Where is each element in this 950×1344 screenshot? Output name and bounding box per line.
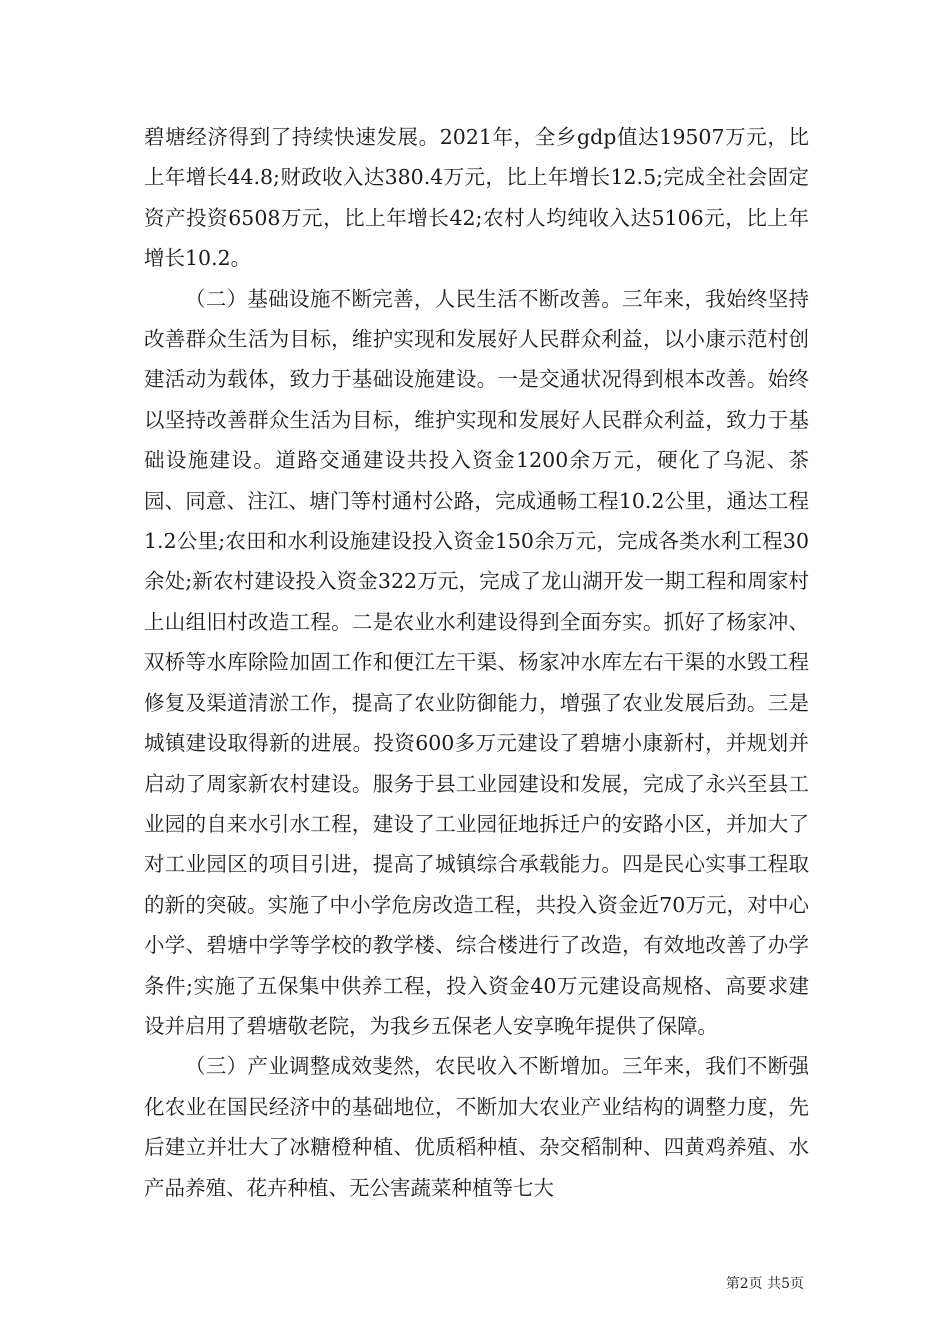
body-text	[144, 117, 809, 1208]
paragraph-3: （三）产业调整成效斐然，农民收入不断增加。三年来，我们不断强化农业在国民经济中的基础地位，不断加大农业产业结构的调整力度，先后建立并壮大了冰糖橙种植、优质稻种植、杂交稻制种、四黄鸡养殖、水产品养殖、花卉种植、无公害蔬菜种植等七大	[144, 1054, 809, 1200]
footer-middle: 页 共	[748, 1276, 782, 1292]
page-footer	[726, 1273, 804, 1293]
footer-prefix: 第	[725, 1276, 740, 1292]
paragraph-1: 碧塘经济得到了持续快速发展。2021年，全乡gdp值达19507万元，比上年增长44.8;财政收入达380.4万元，比上年增长12.5;完成全社会固定资产投资6508万元，比上年增长42;农村人均纯收入达5106元，比上年增长10.2。	[144, 125, 809, 271]
footer-page-number: 2	[739, 1276, 749, 1292]
paragraph-2: （二）基础设施不断完善，人民生活不断改善。三年来，我始终坚持改善群众生活为目标，维护实现和发展好人民群众利益，以小康示范村创建活动为载体，致力于基础设施建设。一是交通状况得到根本改善。始终以坚持改善群众生活为目标，维护实现和发展好人民群众利益，致力于基础设施建设。道路交通建设共投入资金1200余万元，硬化了乌泥、茶园、同意、注江、塘门等村通村公路，完成通畅工程10.2公里，通达工程1.2公里;农田和水利设施建设投入资金150余万元，完成各类水利工程30余处;新农村建设投入资金322万元，完成了龙山湖开发一期工程和周家村上山组旧村改造工程。二是农业水利建设得到全面夯实。抓好了杨家冲、双桥等水库除险加固工作和便江左干渠、杨家冲水库左右干渠的水毁工程修复及渠道清淤工作，提高了农业防御能力，增强了农业发展后劲。三是城镇建设取得新的进展。投资600多万元建设了碧塘小康新村，并规划并启动了周家新农村建设。服务于县工业园建设和发展，完成了永兴至县工业园的自来水引水工程，建设了工业园征地拆迁户的安路小区，并加大了对工业园区的项目引进，提高了城镇综合承载能力。四是民心实事工程取的新的突破。实施了中小学危房改造工程，共投入资金近70万元，对中心小学、碧塘中学等学校的教学楼、综合楼进行了改造，有效地改善了办学条件;实施了五保集中供养工程，投入资金40万元建设高规格、高要求建设并启用了碧塘敬老院，为我乡五保老人安享晚年提供了保障。	[144, 286, 809, 1038]
footer-total-pages: 5	[781, 1276, 790, 1292]
footer-suffix: 页	[790, 1276, 804, 1292]
